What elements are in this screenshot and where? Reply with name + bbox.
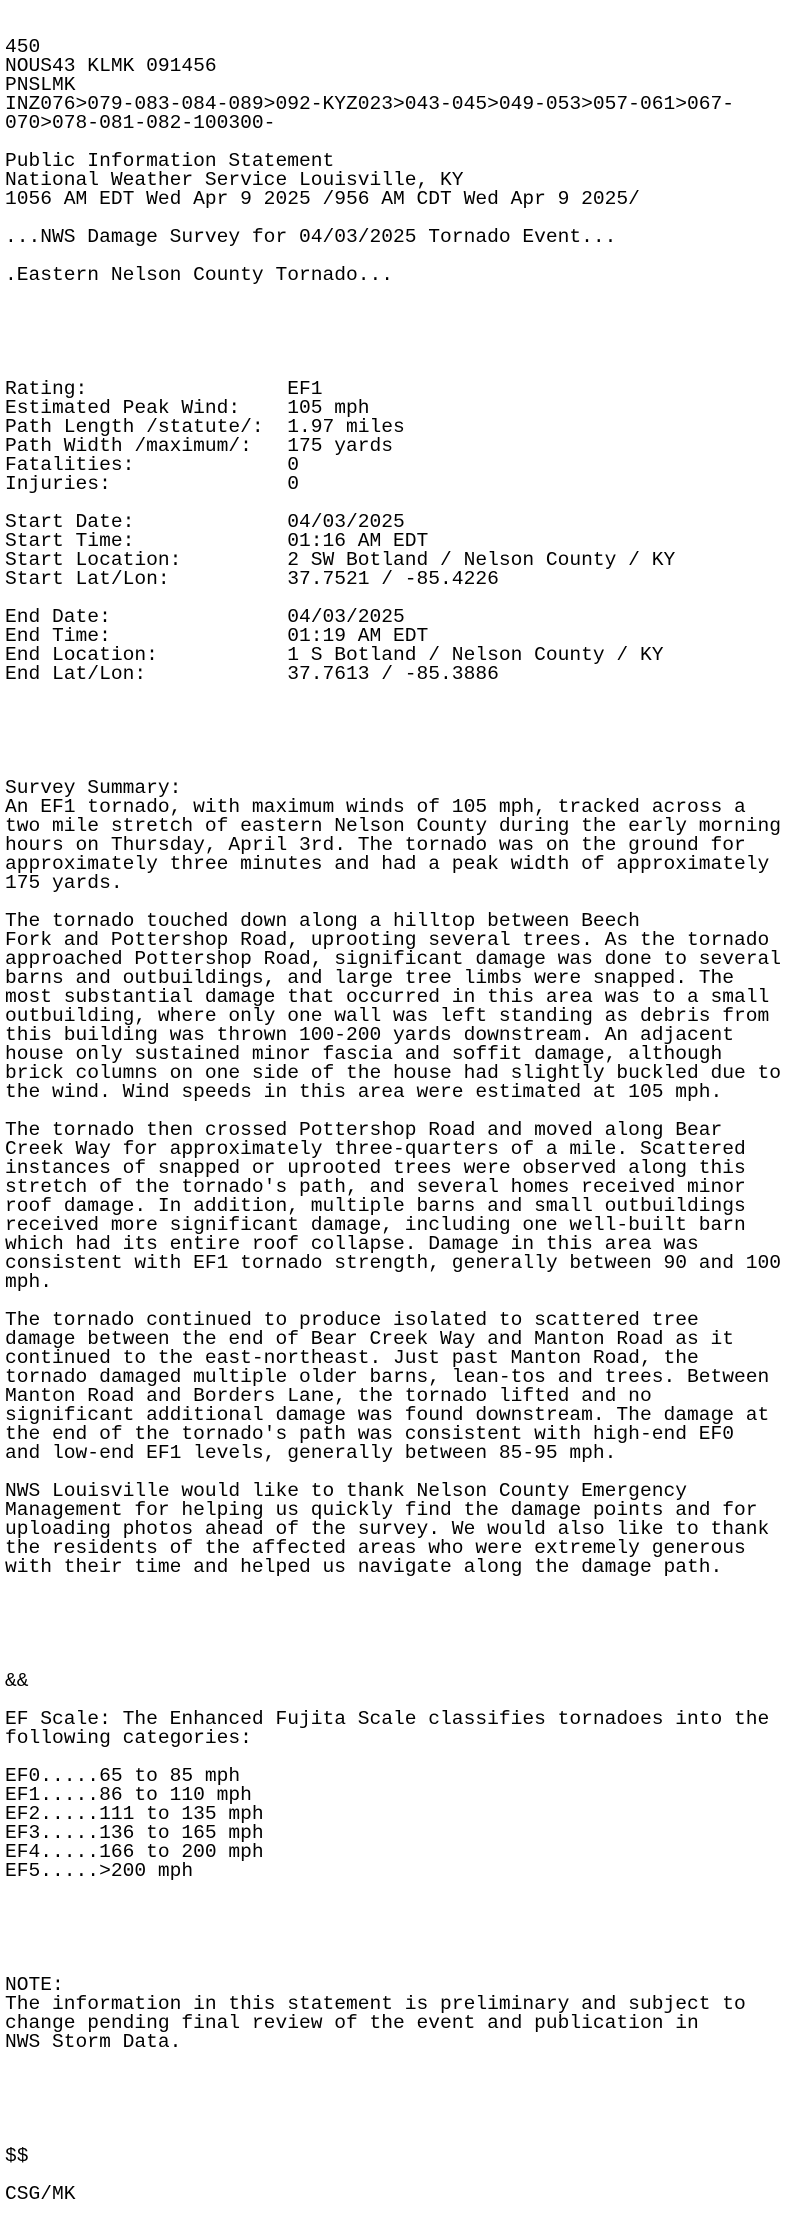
text-line: the wind. Wind speeds in this area were estimated at 105 mph. xyxy=(5,1081,723,1103)
text-line: this building was thrown 100-200 yards downstream. An adjacent xyxy=(5,1024,735,1046)
text-line: NWS Storm Data. xyxy=(5,2031,182,2053)
text-line: instances of snapped or uprooted trees were observed along this xyxy=(5,1157,746,1179)
text-line: 1056 AM EDT Wed Apr 9 2025 /956 AM CDT Wed Apr 9 2025/ xyxy=(5,188,640,210)
text-line: 175 yards. xyxy=(5,872,123,894)
text-line: significant additional damage was found downstream. The damage at xyxy=(5,1404,770,1426)
text-line: continued to the east-northeast. Just past Manton Road, the xyxy=(5,1347,699,1369)
text-line: Path Length /statute/: 1.97 miles xyxy=(5,416,405,438)
text-line: and low-end EF1 levels, generally between 85-95 mph. xyxy=(5,1442,617,1464)
text-line: the end of the tornado's path was consistent with high-end EF0 xyxy=(5,1423,735,1445)
text-line: End Date: 04/03/2025 xyxy=(5,606,405,628)
text-line: End Location: 1 S Botland / Nelson County / KY xyxy=(5,644,664,666)
text-line: change pending final review of the event and publication in xyxy=(5,2012,699,2034)
text-line: Creek Way for approximately three-quarters of a mile. Scattered xyxy=(5,1138,746,1160)
text-line: outbuilding, where only one wall was left standing as debris from xyxy=(5,1005,770,1027)
blank-line xyxy=(5,722,781,741)
text-line: Public Information Statement xyxy=(5,150,335,172)
text-line: 450 xyxy=(5,36,41,58)
text-line: EF Scale: The Enhanced Fujita Scale classifies tornadoes into the xyxy=(5,1708,770,1730)
text-line: EF2.....111 to 135 mph xyxy=(5,1803,264,1825)
text-line: damage between the end of Bear Creek Way and Manton Road as it xyxy=(5,1328,735,1350)
text-line: ...NWS Damage Survey for 04/03/2025 Tornado Event... xyxy=(5,226,617,248)
text-line: Survey Summary: xyxy=(5,777,182,799)
text-line: NOTE: xyxy=(5,1974,64,1996)
text-line: Injuries: 0 xyxy=(5,473,299,495)
text-line: following categories: xyxy=(5,1727,252,1749)
text-line: stretch of the tornado's path, and several homes received minor xyxy=(5,1176,746,1198)
text-line: PNSLMK xyxy=(5,74,76,96)
text-line: barns and outbuildings, and large tree limbs were snapped. The xyxy=(5,967,735,989)
text-line: Manton Road and Borders Lane, the tornado lifted and no xyxy=(5,1385,652,1407)
text-line: approximately three minutes and had a peak width of approximately xyxy=(5,853,770,875)
text-line: EF0.....65 to 85 mph xyxy=(5,1765,241,1787)
text-line: Start Date: 04/03/2025 xyxy=(5,511,405,533)
text-line: Estimated Peak Wind: 105 mph xyxy=(5,397,370,419)
text-line: Management for helping us quickly find the damage points and for xyxy=(5,1499,758,1521)
text-line: Start Time: 01:16 AM EDT xyxy=(5,530,429,552)
text-line: house only sustained minor fascia and soffit damage, although xyxy=(5,1043,723,1065)
text-line: EF4.....166 to 200 mph xyxy=(5,1841,264,1863)
text-line: End Lat/Lon: 37.7613 / -85.3886 xyxy=(5,663,499,685)
text-line: CSG/MK xyxy=(5,2183,76,2205)
text-line: brick columns on one side of the house had slightly buckled due to xyxy=(5,1062,782,1084)
text-line: INZ076>079-083-084-089>092-KYZ023>043-045>049-053>057-061>067- xyxy=(5,93,735,115)
text-line: tornado damaged multiple older barns, lean-tos and trees. Between xyxy=(5,1366,770,1388)
text-line: approached Pottershop Road, significant damage was done to several xyxy=(5,948,782,970)
blank-line xyxy=(5,2090,781,2109)
text-line: Path Width /maximum/: 175 yards xyxy=(5,435,394,457)
text-line: The tornado touched down along a hilltop between Beech xyxy=(5,910,640,932)
text-line: the residents of the affected areas who were extremely generous xyxy=(5,1537,746,1559)
text-line: with their time and helped us navigate along the damage path. xyxy=(5,1556,723,1578)
footer-section xyxy=(5,2147,781,2204)
text-line: EF5.....>200 mph xyxy=(5,1860,194,1882)
text-line: $$ xyxy=(5,2145,29,2167)
text-line: .Eastern Nelson County Tornado... xyxy=(5,264,394,286)
text-line: Rating: EF1 xyxy=(5,378,323,400)
text-line: hours on Thursday, April 3rd. The tornado was on the ground for xyxy=(5,834,746,856)
text-line: mph. xyxy=(5,1271,53,1293)
text-line: The tornado continued to produce isolated to scattered tree xyxy=(5,1309,699,1331)
text-line: The information in this statement is preliminary and subject to xyxy=(5,1993,746,2015)
text-line: EF1.....86 to 110 mph xyxy=(5,1784,252,1806)
text-line xyxy=(5,2166,781,2185)
text-line: End Time: 01:19 AM EDT xyxy=(5,625,429,647)
text-line: which had its entire roof collapse. Damage in this area was xyxy=(5,1233,699,1255)
text-line: EF3.....136 to 165 mph xyxy=(5,1822,264,1844)
blank-line xyxy=(5,323,781,342)
text-line: The tornado then crossed Pottershop Road and moved along Bear xyxy=(5,1119,723,1141)
text-line: roof damage. In addition, multiple barns and small outbuildings xyxy=(5,1195,746,1217)
header-section xyxy=(5,38,781,285)
bulletin-text xyxy=(5,0,781,2223)
text-line: && xyxy=(5,1670,29,1692)
text-line: uploading photos ahead of the survey. We would also like to thank xyxy=(5,1518,770,1540)
text-line: Start Lat/Lon: 37.7521 / -85.4226 xyxy=(5,568,499,590)
ef-scale-section xyxy=(5,1672,781,1881)
event-details-section xyxy=(5,380,781,684)
note-section xyxy=(5,1976,781,2052)
survey-summary-section xyxy=(5,779,781,1577)
text-line: consistent with EF1 tornado strength, generally between 90 and 100 xyxy=(5,1252,782,1274)
text-line: Start Location: 2 SW Botland / Nelson County / KY xyxy=(5,549,676,571)
text-line: An EF1 tornado, with maximum winds of 105 mph, tracked across a xyxy=(5,796,746,818)
text-line: National Weather Service Louisville, KY xyxy=(5,169,464,191)
blank-line xyxy=(5,1919,781,1938)
text-line: Fatalities: 0 xyxy=(5,454,299,476)
text-line: NOUS43 KLMK 091456 xyxy=(5,55,217,77)
text-line: NWS Louisville would like to thank Nelson County Emergency xyxy=(5,1480,687,1502)
text-line: received more significant damage, including one well-built barn xyxy=(5,1214,746,1236)
text-line: Fork and Pottershop Road, uprooting several trees. As the tornado xyxy=(5,929,770,951)
blank-line xyxy=(5,1615,781,1634)
text-line: most substantial damage that occurred in this area was to a small xyxy=(5,986,770,1008)
text-line: two mile stretch of eastern Nelson County during the early morning xyxy=(5,815,782,837)
text-line: 070>078-081-082-100300- xyxy=(5,112,276,134)
